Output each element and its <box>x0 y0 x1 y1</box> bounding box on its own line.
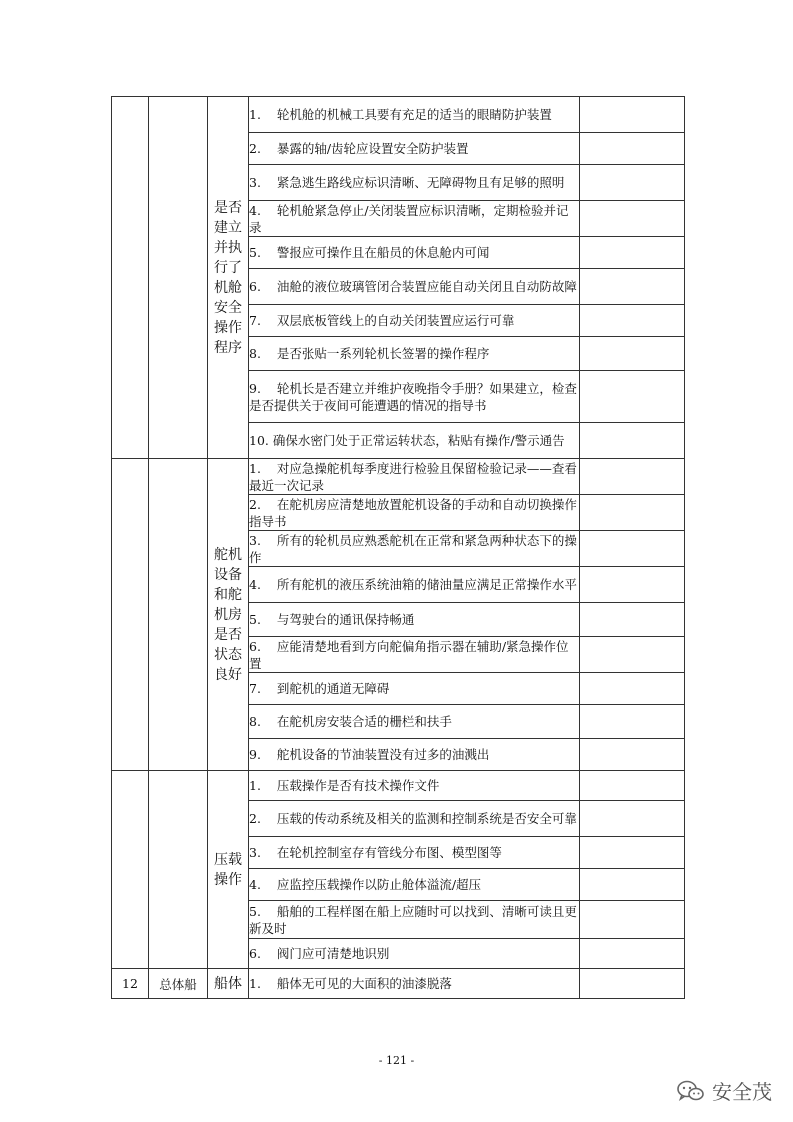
table-row <box>112 459 685 495</box>
checklist-item: 3. 在轮机控制室存有管线分布图、模型图等 <box>249 837 580 869</box>
result-cell[interactable] <box>580 939 685 969</box>
subcategory-label: 是否建立并执行了机舱安全操作程序 <box>214 199 242 356</box>
checklist-item: 4. 所有舵机的液压系统油箱的储油量应满足正常操作水平 <box>249 567 580 603</box>
checklist-table <box>111 96 685 999</box>
checklist-item: 9. 舵机设备的节油装置没有过多的油溅出 <box>249 739 580 771</box>
subcategory-label: 船体 <box>214 975 242 992</box>
section-category <box>149 771 208 969</box>
section-subcategory <box>208 771 249 969</box>
checklist-item: 4. 应监控压载操作以防止舱体溢流/超压 <box>249 869 580 901</box>
checklist-item: 6. 应能清楚地看到方向舵偏角指示器在辅助/紧急操作位置 <box>249 637 580 673</box>
section-category <box>149 97 208 459</box>
checklist-item: 1. 压载操作是否有技术操作文件 <box>249 771 580 801</box>
section-category <box>149 459 208 771</box>
result-cell[interactable] <box>580 705 685 739</box>
watermark <box>676 1076 772 1105</box>
result-cell[interactable] <box>580 237 685 269</box>
subcategory-label: 压载操作 <box>214 851 242 888</box>
checklist-item: 5. 与驾驶台的通讯保持畅通 <box>249 603 580 637</box>
result-cell[interactable] <box>580 771 685 801</box>
checklist-item: 7. 到舵机的通道无障碍 <box>249 673 580 705</box>
watermark-text: 安全茂 <box>712 1080 772 1104</box>
checklist-item: 9. 轮机长是否建立并维护夜晚指令手册？如果建立，检查是否提供关于夜间可能遭遇的情况的指导书 <box>249 371 580 423</box>
subcategory-label: 舵机设备和舵机房是否状态良好 <box>214 546 242 683</box>
checklist-item: 1. 对应急操舵机每季度进行检验且保留检验记录——查看最近一次记录 <box>249 459 580 495</box>
result-cell[interactable] <box>580 423 685 459</box>
page-number: - 121 - <box>378 1054 415 1067</box>
result-cell[interactable] <box>580 969 685 999</box>
result-cell[interactable] <box>580 901 685 939</box>
section-subcategory <box>208 969 249 999</box>
checklist-item: 6. 油舱的液位玻璃管闭合装置应能自动关闭且自动防故障 <box>249 269 580 305</box>
table-row <box>112 771 685 801</box>
table-row <box>112 969 685 999</box>
result-cell[interactable] <box>580 531 685 567</box>
checklist-item: 4. 轮机舱紧急停止/关闭装置应标识清晰，定期检验并记录 <box>249 201 580 237</box>
checklist-item: 5. 船舶的工程样图在船上应随时可以找到、清晰可读且更新及时 <box>249 901 580 939</box>
section-number <box>112 459 149 771</box>
result-cell[interactable] <box>580 371 685 423</box>
wechat-icon <box>676 1079 706 1103</box>
result-cell[interactable] <box>580 337 685 371</box>
result-cell[interactable] <box>580 837 685 869</box>
checklist-item: 3. 紧急逃生路线应标识清晰、无障碍物且有足够的照明 <box>249 165 580 201</box>
result-cell[interactable] <box>580 305 685 337</box>
result-cell[interactable] <box>580 801 685 837</box>
result-cell[interactable] <box>580 739 685 771</box>
checklist-item: 2. 暴露的轴/齿轮应设置安全防护装置 <box>249 133 580 165</box>
result-cell[interactable] <box>580 673 685 705</box>
checklist-item: 8. 是否张贴一系列轮机长签署的操作程序 <box>249 337 580 371</box>
checklist-item: 2. 压载的传动系统及相关的监测和控制系统是否安全可靠 <box>249 801 580 837</box>
section-number: 12 <box>112 969 149 999</box>
section-subcategory <box>208 97 249 459</box>
result-cell[interactable] <box>580 165 685 201</box>
result-cell[interactable] <box>580 133 685 165</box>
checklist-item: 5. 警报应可操作且在船员的休息舱内可闻 <box>249 237 580 269</box>
section-number <box>112 97 149 459</box>
checklist-item: 3. 所有的轮机员应熟悉舵机在正常和紧急两种状态下的操作 <box>249 531 580 567</box>
result-cell[interactable] <box>580 97 685 133</box>
checklist-item: 10. 确保水密门处于正常运转状态，粘贴有操作/警示通告 <box>249 423 580 459</box>
checklist-item: 2. 在舵机房应清楚地放置舵机设备的手动和自动切换操作指导书 <box>249 495 580 531</box>
checklist-item: 1. 轮机舱的机械工具要有充足的适当的眼睛防护装置 <box>249 97 580 133</box>
result-cell[interactable] <box>580 495 685 531</box>
result-cell[interactable] <box>580 567 685 603</box>
result-cell[interactable] <box>580 869 685 901</box>
result-cell[interactable] <box>580 269 685 305</box>
result-cell[interactable] <box>580 459 685 495</box>
result-cell[interactable] <box>580 637 685 673</box>
table-row <box>112 97 685 133</box>
checklist-item: 7. 双层底板管线上的自动关闭装置应运行可靠 <box>249 305 580 337</box>
section-number <box>112 771 149 969</box>
section-category: 总体船 <box>149 969 208 999</box>
checklist-body <box>112 97 685 999</box>
checklist-item: 1. 船体无可见的大面积的油漆脱落 <box>249 969 580 999</box>
section-subcategory <box>208 459 249 771</box>
result-cell[interactable] <box>580 603 685 637</box>
result-cell[interactable] <box>580 201 685 237</box>
checklist-item: 6. 阀门应可清楚地识别 <box>249 939 580 969</box>
checklist-item: 8. 在舵机房安装合适的栅栏和扶手 <box>249 705 580 739</box>
